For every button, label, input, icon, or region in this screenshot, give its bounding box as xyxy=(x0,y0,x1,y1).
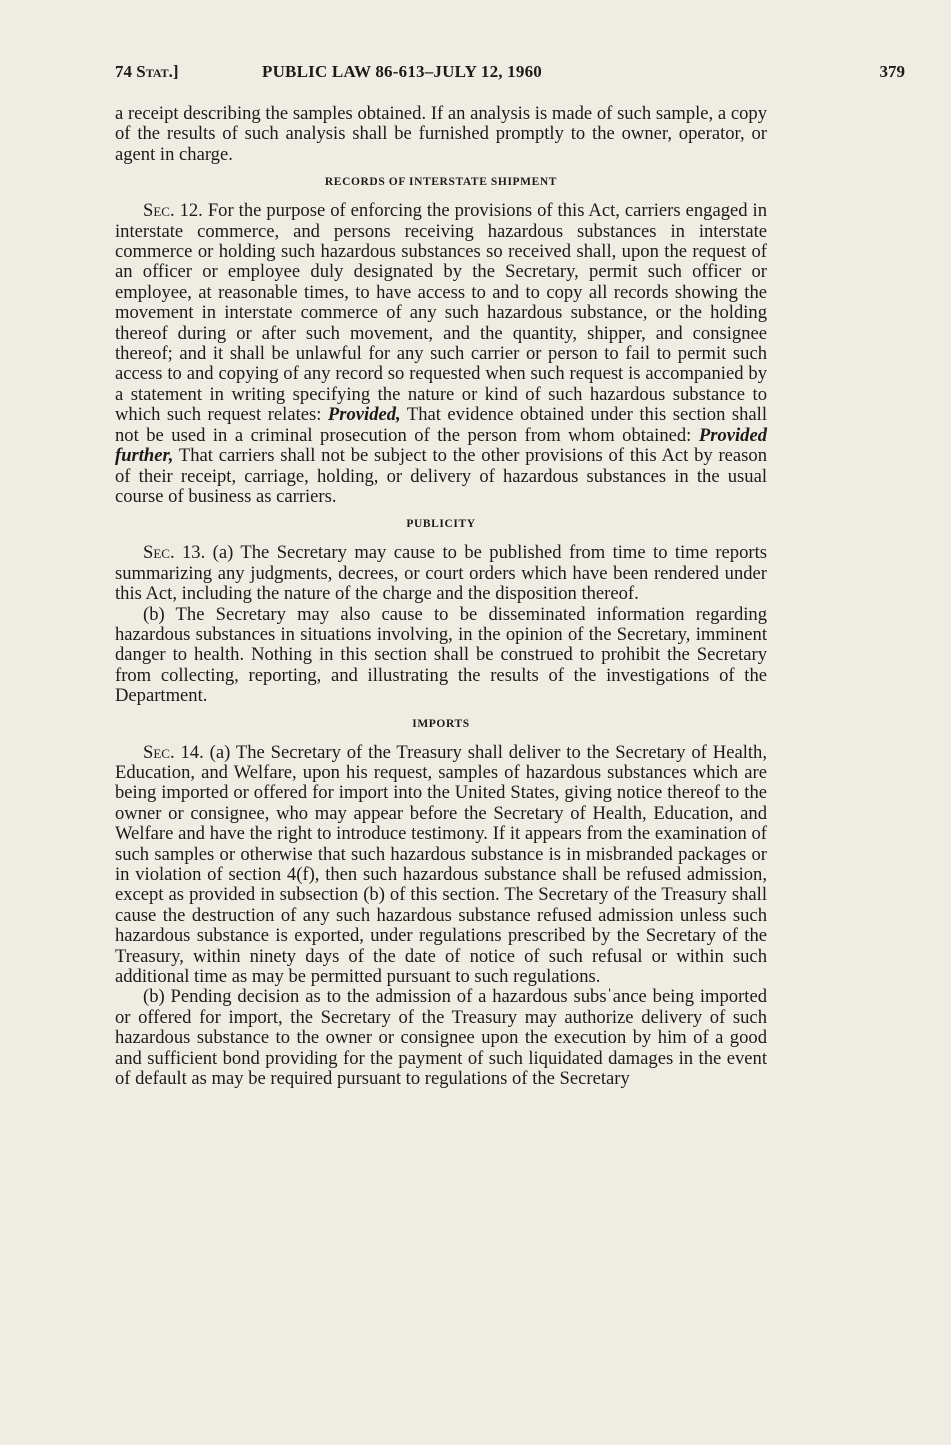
section-label: Sec. 12. xyxy=(143,200,203,222)
heading-records-of-interstate-shipment: RECORDS OF INTERSTATE SHIPMENT xyxy=(324,176,558,189)
citation-bracket: ] xyxy=(172,62,179,81)
heading-publicity: PUBLICITY xyxy=(406,518,476,531)
paragraph-sec-14a xyxy=(115,743,767,988)
running-title: PUBLIC LAW 86-613–JULY 12, 1960 xyxy=(262,62,542,81)
sec13a-text: (a) The Secretary may cause to be published from time to time reports summarizing any judgments, decrees, or court orders which have been rendered under this Act, including the nature of the charge and the disposition thereof. xyxy=(115,542,767,605)
sec12-text-3: That carriers shall not be subject to the other provisions of this Act by reason of their receipt, carriage, holding, or delivery of hazardous substances in the usual course of business as carriers. xyxy=(115,445,767,507)
section-label: Sec. 13. xyxy=(143,542,206,564)
statute-abbrev: Stat. xyxy=(136,62,173,81)
paragraph-intro: a receipt describing the samples obtained. If an analysis is made of such sample, a copy of the results of such analysis shall be furnished promptly to the owner, operator, or agent in charge. xyxy=(115,103,767,165)
document-body xyxy=(115,104,767,1089)
heading-imports: IMPORTS xyxy=(412,717,470,730)
statute-citation xyxy=(115,62,179,82)
proviso-further-label: Provided further, xyxy=(115,424,767,467)
page-number: 379 xyxy=(879,62,905,81)
proviso-label: Provided, xyxy=(327,404,401,426)
section-label: Sec. 14. xyxy=(143,741,204,763)
paragraph-sec-13b: (b) The Secretary may also cause to be disseminated information regarding hazardous substances in situations involving, in the opinion of the Secretary, imminent danger to health. Nothing in this section shall be construed to prohibit the Secretary from collecting, reporting, and illustrating the results of the investigations of the Department. xyxy=(115,603,767,707)
paragraph-sec-14b: (b) Pending decision as to the admission of a hazardous subsˈance being imported or offered for import, the Secretary of the Treasury may authorize delivery of such hazardous substance to the owner or consignee upon the execution by him of a good and sufficient bond providing for the payment of such liquidated damages in the event of default as may be required pursuant to regulations of the Secretary xyxy=(115,986,767,1090)
page-header xyxy=(115,62,905,92)
sec12-text-1: For the purpose of enforcing the provisions of this Act, carriers engaged in interstate commerce, and persons receiving hazardous substances in interstate commerce or holding such hazardous substances so received shall, upon the request of an officer or employee duly designated by the Secretary, permit such officer or employee, at reasonable times, to have access to and to copy all records showing the movement in interstate commerce of any such hazardous substance, or the holding thereof during or after such movement, and the quantity, shipper, and consignee thereof; and it shall be unlawful for any such carrier or person to fail to permit such access to and copying of any record so requested when such request is accompanied by a statement in writing specifying the nature or kind of such hazardous substance to which such request relates: xyxy=(115,200,767,426)
paragraph-sec-13a xyxy=(115,543,767,604)
volume-number: 74 xyxy=(115,62,132,81)
sec14a-text: (a) The Secretary of the Treasury shall deliver to the Secretary of Health, Education, and Welfare, upon his request, samples of hazardous substances which are being imported or offered for import into the United States, giving notice thereof to the owner or consignee, who may appear before the Secretary of Health, Education, and Welfare and have the right to introduce testimony. If it appears from the examination of such samples or otherwise that such hazardous substance is in misbranded packages or in violation of section 4(f), then such hazardous substance shall be refused admission, except as provided in subsection (b) of this section. The Secretary of the Treasury shall cause the destruction of any such hazardous substance refused admission unless such hazardous substance is exported, under regulations prescribed by the Secretary of the Treasury, within ninety days of the date of notice of such refusal or within such additional time as may be permitted pursuant to such regulations. xyxy=(115,741,767,988)
sec12-text-2: That evidence obtained under this section shall not be used in a criminal prosecution of the person from whom obtained: xyxy=(115,404,767,446)
paragraph-sec-12 xyxy=(115,201,767,507)
